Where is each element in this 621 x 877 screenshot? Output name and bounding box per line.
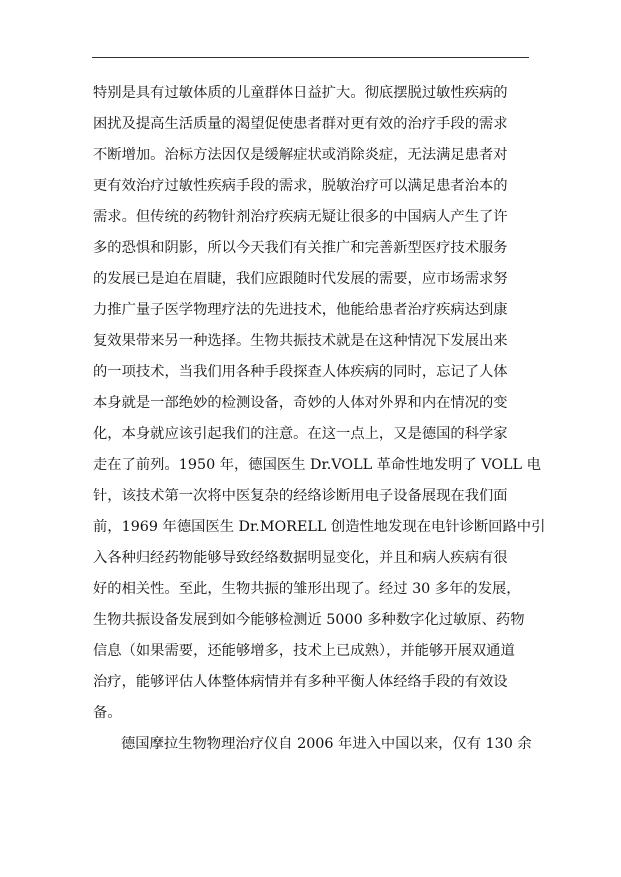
text-line: 备。 — [93, 705, 122, 721]
text-line: 好的相关性。至此，生物共振的雏形出现了。经过 30 多年的发展， — [93, 581, 521, 597]
text-line: 信息（如果需要，还能够增多，技术上已成熟），并能够开展双通道 — [93, 643, 515, 659]
text-line: 的一项技术，当我们用各种手段探查人体疾病的同时，忘记了人体 — [93, 364, 508, 380]
text-line: 针，该技术第一次将中医复杂的经络诊断用电子设备展现在我们面 — [93, 488, 508, 504]
paragraph — [93, 729, 533, 760]
text-line: 复效果带来另一种选择。生物共振技术就是在这种情况下发展出来 — [93, 333, 508, 349]
text-line: 治疗，能够评估人体整体病情并有多种平衡人体经络手段的有效设 — [93, 674, 508, 690]
text-line: 力推广量子医学物理疗法的先进技术，他能给患者治疗疾病达到康 — [93, 302, 508, 318]
text-line: 生物共振设备发展到如今能够检测近 5000 多种数字化过敏原、药物 — [93, 612, 525, 628]
text-line: 走在了前列。1950 年，德国医生 Dr.VOLL 革命性地发明了 VOLL 电 — [93, 457, 541, 473]
text-line: 的发展已是迫在眉睫，我们应跟随时代发展的需要，应市场需求努 — [93, 271, 508, 287]
text-line: 德国摩拉生物物理治疗仪自 2006 年进入中国以来，仅有 130 余 — [121, 736, 532, 752]
text-line: 多的恐惧和阴影，所以今天我们有关推广和完善新型医疗技术服务 — [93, 240, 508, 256]
text-line: 不断增加。治标方法因仅是缓解症状或消除炎症，无法满足患者对 — [93, 147, 508, 163]
text-line: 困扰及提高生活质量的渴望促使患者群对更有效的治疗手段的需求 — [93, 116, 508, 132]
header-rule — [92, 57, 529, 58]
text-line: 前，1969 年德国医生 Dr.MORELL 创造性地发现在电针诊断回路中引 — [93, 519, 546, 535]
text-line: 特别是具有过敏体质的儿童群体日益扩大。彻底摆脱过敏性疾病的 — [93, 85, 508, 101]
document-body — [93, 78, 546, 760]
text-line: 入各种归经药物能够导致经络数据明显变化，并且和病人疾病有很 — [93, 550, 508, 566]
text-line: 化，本身就应该引起我们的注意。在这一点上，又是德国的科学家 — [93, 426, 508, 442]
text-line: 更有效治疗过敏性疾病手段的需求，脱敏治疗可以满足患者治本的 — [93, 178, 508, 194]
text-line: 需求。但传统的药物针剂治疗疾病无疑让很多的中国病人产生了许 — [93, 209, 508, 225]
text-line: 本身就是一部绝妙的检测设备，奇妙的人体对外界和内在情况的变 — [93, 395, 508, 411]
paragraph — [93, 78, 546, 729]
